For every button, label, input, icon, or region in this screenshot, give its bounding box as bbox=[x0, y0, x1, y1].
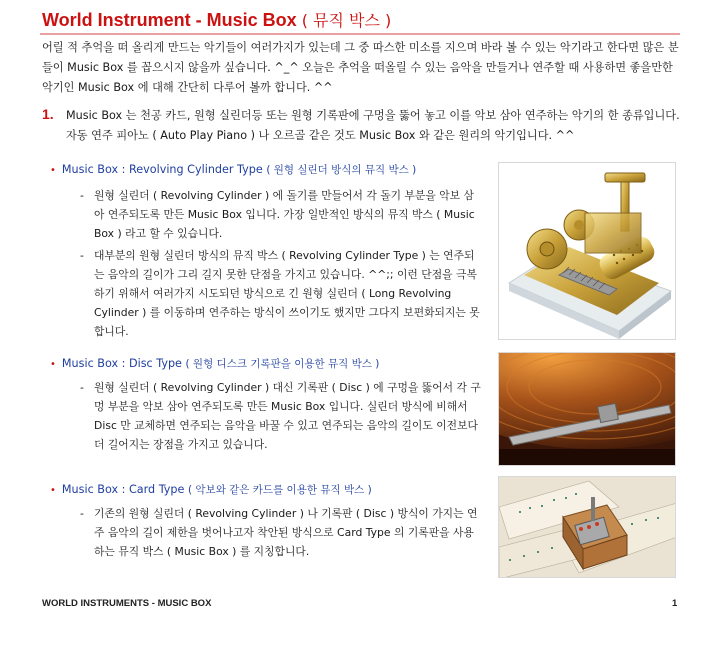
bullet-icon: • bbox=[50, 485, 56, 496]
card-music-box-photo bbox=[498, 476, 676, 578]
disc-music-box-photo bbox=[498, 352, 676, 466]
list-item bbox=[80, 246, 484, 341]
list-item-text: 대부분의 원형 실린더 방식의 뮤직 박스 ( Revolving Cylinder Type ) 는 연주되는 음악의 길이가 그리 길지 못한 단점을 가지고 있습니다. ^^;; 이런 단점을 극복하기 위해서 여러가지 시도되던 방식으로 긴 원형 실린더 ( Long Revolving Cylinder ) 를 이동하며 연주하는 방식이 쓰이기도 했지만 그다지 보편화되지는 못합니다. bbox=[94, 249, 480, 338]
subsection-title-ko: ( 악보와 같은 카드를 이용한 뮤직 박스 ) bbox=[187, 484, 372, 496]
list-item bbox=[80, 504, 484, 561]
section-number: 1. bbox=[42, 106, 54, 122]
title-english: World Instrument - Music Box bbox=[42, 10, 297, 30]
subsection-title-ko: ( 원형 실린더 방식의 뮤직 박스 ) bbox=[266, 164, 417, 176]
dash-icon: - bbox=[80, 189, 84, 202]
footer-title: WORLD INSTRUMENTS - MUSIC BOX bbox=[42, 598, 212, 609]
cylinder-music-box-photo bbox=[498, 162, 676, 340]
section-paragraph: Music Box 는 천공 카드, 원형 실린더등 또는 원형 기록판에 구멍을 뚫어 놓고 이를 악보 삼아 연주하는 악기의 한 종류입니다. 자동 연주 피아노 ( Auto Play Piano ) 나 오르골 같은 것도 Music Box 와 같은 원리의 악기입니다. ^^ bbox=[66, 109, 680, 142]
subsection-title-ko: ( 원형 디스크 기록판을 이용한 뮤직 박스 ) bbox=[185, 358, 380, 370]
title-korean: ( 뮤직 박스 ) bbox=[301, 11, 392, 30]
dash-icon: - bbox=[80, 507, 84, 520]
title-underline bbox=[40, 33, 680, 35]
page-number: 1 bbox=[672, 598, 678, 609]
subsection-title-en: Music Box : Disc Type bbox=[61, 357, 182, 370]
subsection-title-cylinder bbox=[50, 162, 416, 177]
bullet-icon: • bbox=[50, 165, 56, 176]
bullet-icon: • bbox=[50, 359, 56, 370]
list-item-text: 원형 실린더 ( Revolving Cylinder ) 에 돌기를 만들어서 각 돌기 부분을 악보 삼아 연주되도록 만든 Music Box 입니다. 가장 일반적인 방식의 뮤직 박스 ( Music Box ) 라고 할 수 있습니다. bbox=[94, 189, 475, 240]
list-item bbox=[80, 378, 484, 454]
intro-paragraph: 어릴 적 추억을 떠 올리게 만드는 악기들이 여러가지가 있는데 그 중 따스한 미소를 지으며 바라 볼 수 있는 악기라고 한다면 많은 분들이 Music Box 를 꼽으시지 않을까 싶습니다. ^_^ 오늘은 추억을 떠올릴 수 있는 음악을 만들거나 연주할 때 사용하면 좋을만한 악기인 Music Box 에 대해 간단히 다루어 볼까 합니다. ^^ bbox=[42, 41, 679, 94]
subsection-title-card bbox=[50, 482, 372, 497]
page-title bbox=[42, 8, 391, 31]
list-item-text: 기존의 원형 실린더 ( Revolving Cylinder ) 나 기록판 ( Disc ) 방식이 가지는 연주 음악의 길이 제한을 벗어나고자 착안된 방식으로 Card Type 의 기록판을 사용하는 뮤직 박스 ( Music Box ) 를 지칭합니다. bbox=[94, 507, 478, 558]
subsection-title-disc bbox=[50, 356, 379, 371]
list-item-text: 원형 실린더 ( Revolving Cylinder ) 대신 기록판 ( Disc ) 에 구멍을 뚫어서 각 구멍 부분을 악보 삼아 연주되도록 만든 Music Box 입니다. 실린더 방식에 비해서 Disc 만 교체하면 연주되는 음악을 바꿀 수 있고 연주되는 음악의 길이도 이전보다 더 길어지는 장점을 가지고 있습니다. bbox=[94, 381, 481, 451]
dash-icon: - bbox=[80, 249, 84, 262]
subsection-title-en: Music Box : Card Type bbox=[61, 483, 185, 496]
list-item bbox=[80, 186, 484, 243]
subsection-title-en: Music Box : Revolving Cylinder Type bbox=[61, 163, 263, 176]
dash-icon: - bbox=[80, 381, 84, 394]
